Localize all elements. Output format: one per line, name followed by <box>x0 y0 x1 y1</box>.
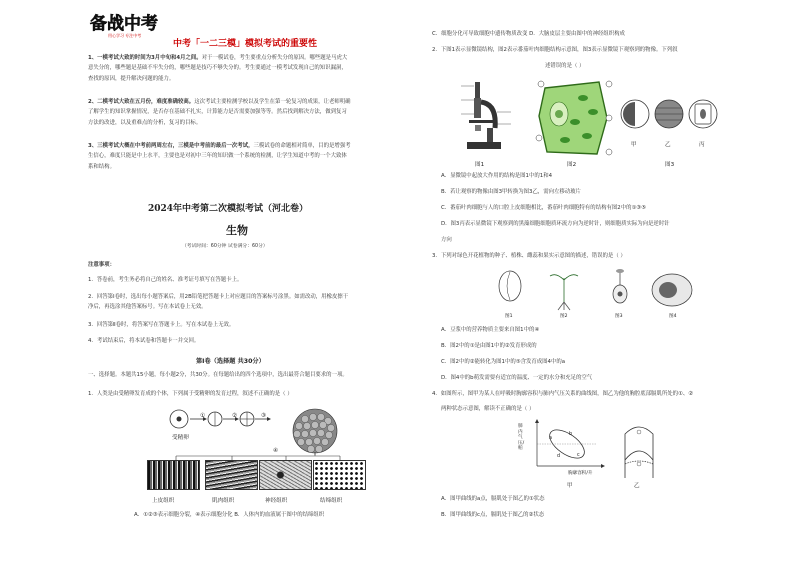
q3-option-d: D．图4中的b萌发需要有适宜的温度、一定的水分和充足的空气 <box>441 375 593 381</box>
callout-marker <box>606 81 612 87</box>
cluster-cell <box>301 430 308 437</box>
ovule <box>618 292 623 297</box>
q3-fig2-caption: 图2 <box>560 314 568 319</box>
thorax-outline <box>625 427 653 478</box>
cluster-cell <box>321 438 328 445</box>
diaphragm-relaxed <box>625 451 653 460</box>
q4-point-a: a <box>549 436 552 441</box>
q4-point-c: c <box>577 453 580 458</box>
cluster-cell <box>309 413 316 420</box>
plant-cell-figure <box>535 78 613 160</box>
fig1-caption: 图1 <box>475 162 485 168</box>
intro-paragraph-1 <box>88 53 351 84</box>
pillar <box>487 128 493 142</box>
nucleus <box>555 110 563 118</box>
q4-stem-line-2: 两种状态示意图，解读不正确的是（ ） <box>441 406 535 412</box>
q3-option-c: C．图2中的②能转化为图1中的⑤含发育成图4中的a <box>441 359 566 365</box>
micro-view-figure <box>619 92 719 136</box>
chloroplast <box>570 119 580 125</box>
cluster-cell <box>303 422 310 429</box>
intro-1-text: 对于一模试卷，考生要重点分析失分的原因。哪些题是马虎大意失分的，哪些题是基础不牢失分的，哪些题是技巧不够失分的。考生要通过一模考试发现自己的知识漏洞，查找的原因，提升解决问题的能力。 <box>88 55 348 82</box>
chloroplast <box>588 109 598 115</box>
section-intro: 一、选择题。本题共15小题，每小题2分，共30分。在每题给出的四个选项中，选出最符合题目要求的一项。 <box>88 372 348 378</box>
cluster-cell <box>305 438 312 445</box>
cluster-cell <box>325 431 332 438</box>
q4-pressure-graph <box>527 418 607 474</box>
notice-1: 1．答卷前，考生务必将自己的姓名、准考证号填写在答题卡上。 <box>88 277 243 283</box>
q3-plant-figures <box>492 264 702 312</box>
stage <box>469 120 493 123</box>
zygote-nucleus <box>177 417 182 422</box>
q4-point-b: b <box>569 432 573 437</box>
fruit <box>652 274 692 306</box>
x-axis-arrow <box>601 464 605 468</box>
tissue-label-epithelial: 上皮组织 <box>152 498 175 504</box>
q4-y-axis-label: 肺内气压/帕 <box>518 424 525 451</box>
exam-info: （考试时间：60分钟 试卷满分：60分） <box>182 244 268 249</box>
seedling-roots <box>558 302 570 310</box>
chloroplast <box>560 137 570 143</box>
q2-option-c: C．番茄叶肉细胞与人的口腔上皮细胞相比，番茄叶肉细胞特有的结构有图2中的①③⑤ <box>441 205 646 211</box>
mirror <box>475 125 481 131</box>
q3-fig4-caption: 图4 <box>669 314 677 319</box>
intro-3-text: 三模试卷的命题相对简单，目的是增强考生信心，难度只能是中上水平，主要也是对初中三年的知识做一个系统的检测，让学生知道中考的一个大致体系和结构。 <box>88 143 351 170</box>
step-label-3: ③ <box>261 413 267 419</box>
connective-tissue-image <box>313 460 366 490</box>
chloroplast <box>578 95 588 101</box>
cluster-cell <box>327 424 334 431</box>
view-c-nucleus <box>700 109 706 119</box>
section-title: 第Ⅰ卷（选择题 共30分） <box>196 358 265 365</box>
cluster-cell <box>311 421 318 428</box>
cluster-cell <box>301 415 308 422</box>
cluster-cell <box>295 422 302 429</box>
seedling-leaf <box>564 275 578 280</box>
notice-title: 注意事项： <box>88 262 115 268</box>
fig3-label-bing: 丙 <box>699 142 705 148</box>
y-axis-arrow <box>535 419 539 423</box>
q4-stem-line-1: 4．如图所示，图甲为某人在呼吸时胸廓容积与肺内气压关系的曲线图，图乙为他的胸腔底部膈肌所处的①、② <box>432 391 694 397</box>
logo-subtitle: 用心学习 专注中考 <box>108 33 142 38</box>
intro-2-lead: 2、二模考试大致在五月份，难度准确较高。 <box>88 99 195 105</box>
fig3-label-jia: 甲 <box>631 142 637 148</box>
callout-marker <box>536 135 542 141</box>
base <box>467 142 501 149</box>
q2-option-b: B．若让观察的物像由图3甲转换为图3乙，需向左移动玻片 <box>441 189 581 195</box>
pistil <box>613 269 627 303</box>
q3-fig1-caption: 图1 <box>505 314 513 319</box>
q2-stem-line-1: 2．下图1表示显微镜结构，图2表示番茄叶肉细胞结构示意图，图3表示显微镜下观察到的物像。下列叙 <box>432 47 678 53</box>
step-label-2: ② <box>232 413 238 419</box>
arrow-3-head <box>267 417 271 421</box>
q3-option-b: B．图2中的①是由图1中的②发育形成的 <box>441 343 537 349</box>
logo-text: 备战中考 <box>90 14 158 34</box>
q2-option-d-cont: 方向 <box>441 237 452 243</box>
q2-option-d: D．图3丙表示显微镜下观察到的黑藻细胞细胞质环流方向为逆时针，则细胞质实际为向是逆时针 <box>441 221 670 227</box>
intro-3-lead: 3、三模考试大概在中考前两周左右，三模是中考前的最后一次考试， <box>88 143 254 149</box>
q4-diaphragm-figure <box>619 420 659 480</box>
q1-options-ab: A．①②③表示细胞分裂，④表示细胞分化 B．人体内的血液属于图中的结缔组织 <box>134 512 325 518</box>
cluster-cell <box>309 429 316 436</box>
nerve-tissue-image <box>259 460 312 490</box>
fig3-label-yi: 乙 <box>665 142 671 148</box>
seed-inside <box>659 282 677 298</box>
seed <box>499 271 521 301</box>
fig2-caption: 图2 <box>567 162 577 168</box>
q1-division-figure <box>165 405 355 455</box>
cell-wall <box>539 82 607 154</box>
callout-marker <box>606 149 612 155</box>
stigma <box>616 269 624 273</box>
tissue-label-connective: 结缔组织 <box>320 498 343 504</box>
logo <box>88 9 160 39</box>
q4-fig-jia-caption: 甲 <box>567 483 573 489</box>
cluster-cell <box>293 430 300 437</box>
epithelial-tissue-image <box>147 460 200 490</box>
notice-2: 2．回答第Ⅰ卷时，选出每小题答案后，用2B铅笔把答题卡上对应题目的答案标号涂黑。如需改动，用橡皮擦干净后，再选涂其他答案标号。写在本试卷上无效。 <box>88 294 349 310</box>
q2-option-a: A．显微镜中起放大作用的结构是图1中的1和4 <box>441 173 553 179</box>
intro-paragraph-3 <box>88 141 351 172</box>
tissue-label-muscle: 肌肉组织 <box>212 498 235 504</box>
q2-stem-line-2: 述错误的是（ ） <box>545 63 585 69</box>
cluster-cell <box>317 429 324 436</box>
intro-paragraph-2 <box>88 97 351 128</box>
intro-2-text: 这次考试主要检测学校以及学生在第一轮复习的成果，让老师明确了解学生的知识掌握情况，是否存在基础不扎实，计算能力是否需要加强等等。然后找到解决方法，做到复习方法的改进，以及重难点的分析，复习的目标。 <box>88 99 351 126</box>
notice-3: 3．回答第Ⅱ卷时，将答案写在答题卡上。写在本试卷上无效。 <box>88 322 235 328</box>
q3-stem: 3．下列对绿色开花植物的种子、植株、雌蕊和果实示意图的描述，错误的是（ ） <box>432 253 626 259</box>
eyepiece <box>475 82 480 98</box>
microscope-figure <box>457 78 537 158</box>
chloroplast <box>582 133 592 139</box>
subject-title: 生物 <box>226 224 248 237</box>
arm <box>481 102 495 128</box>
promo-title: 中考「一二三模」模拟考试的重要性 <box>173 39 318 49</box>
step-label-1: ① <box>200 413 206 419</box>
q1-stem: 1．人类是由受精卵发育成的个体，下列属于受精卵的发育过程，叙述不正确的是（ ） <box>88 391 293 397</box>
q3-option-a: A．豆浆中的营养物质主要来自图1中的④ <box>441 327 540 333</box>
cell-cluster <box>293 409 337 453</box>
tissue-label-nerve: 神经组织 <box>265 498 288 504</box>
muscle-tissue-image <box>205 460 258 490</box>
q3-fig3-caption: 图3 <box>615 314 623 319</box>
intro-1-lead: 1、一模考试大致的时间为3月中旬和4月之间。 <box>88 55 202 61</box>
callout-marker <box>538 81 544 87</box>
logo-graphic <box>88 9 160 39</box>
notice-4: 4．考试结束后，将本试卷和答题卡一并交回。 <box>88 338 200 344</box>
seedling <box>550 275 578 310</box>
callout-marker <box>606 115 612 121</box>
cluster-cell <box>313 437 320 444</box>
cluster-cell <box>297 438 304 445</box>
exam-title: 2024年中考第二次模拟考试（河北卷） <box>148 204 309 214</box>
state-marker <box>637 430 641 434</box>
fig3-caption: 图3 <box>665 162 675 168</box>
right-column <box>397 0 794 562</box>
cluster-cell <box>317 413 324 420</box>
tube <box>474 98 481 118</box>
q4-fig-yi-caption: 乙 <box>634 483 640 489</box>
seedling-leaf <box>550 275 564 280</box>
q1-options-cd: C．细胞分化可导致细胞中遗传物质改变 D．大脑皮层主要由图中的神经组织构成 <box>432 31 625 37</box>
cluster-cell <box>319 421 326 428</box>
q4-point-d: d <box>557 454 561 459</box>
step-label-4: ④ <box>273 448 279 454</box>
state-marker <box>637 462 641 466</box>
q4-x-axis-label: 胸廓容积/升 <box>568 471 593 476</box>
q4-option-a: A．图甲曲线的a点，膈肌处于图乙的①状态 <box>441 496 545 502</box>
q4-option-b: B．图甲曲线的c点，膈肌处于图乙的②状态 <box>441 512 545 518</box>
zygote-label: 受精卵 <box>172 435 189 441</box>
